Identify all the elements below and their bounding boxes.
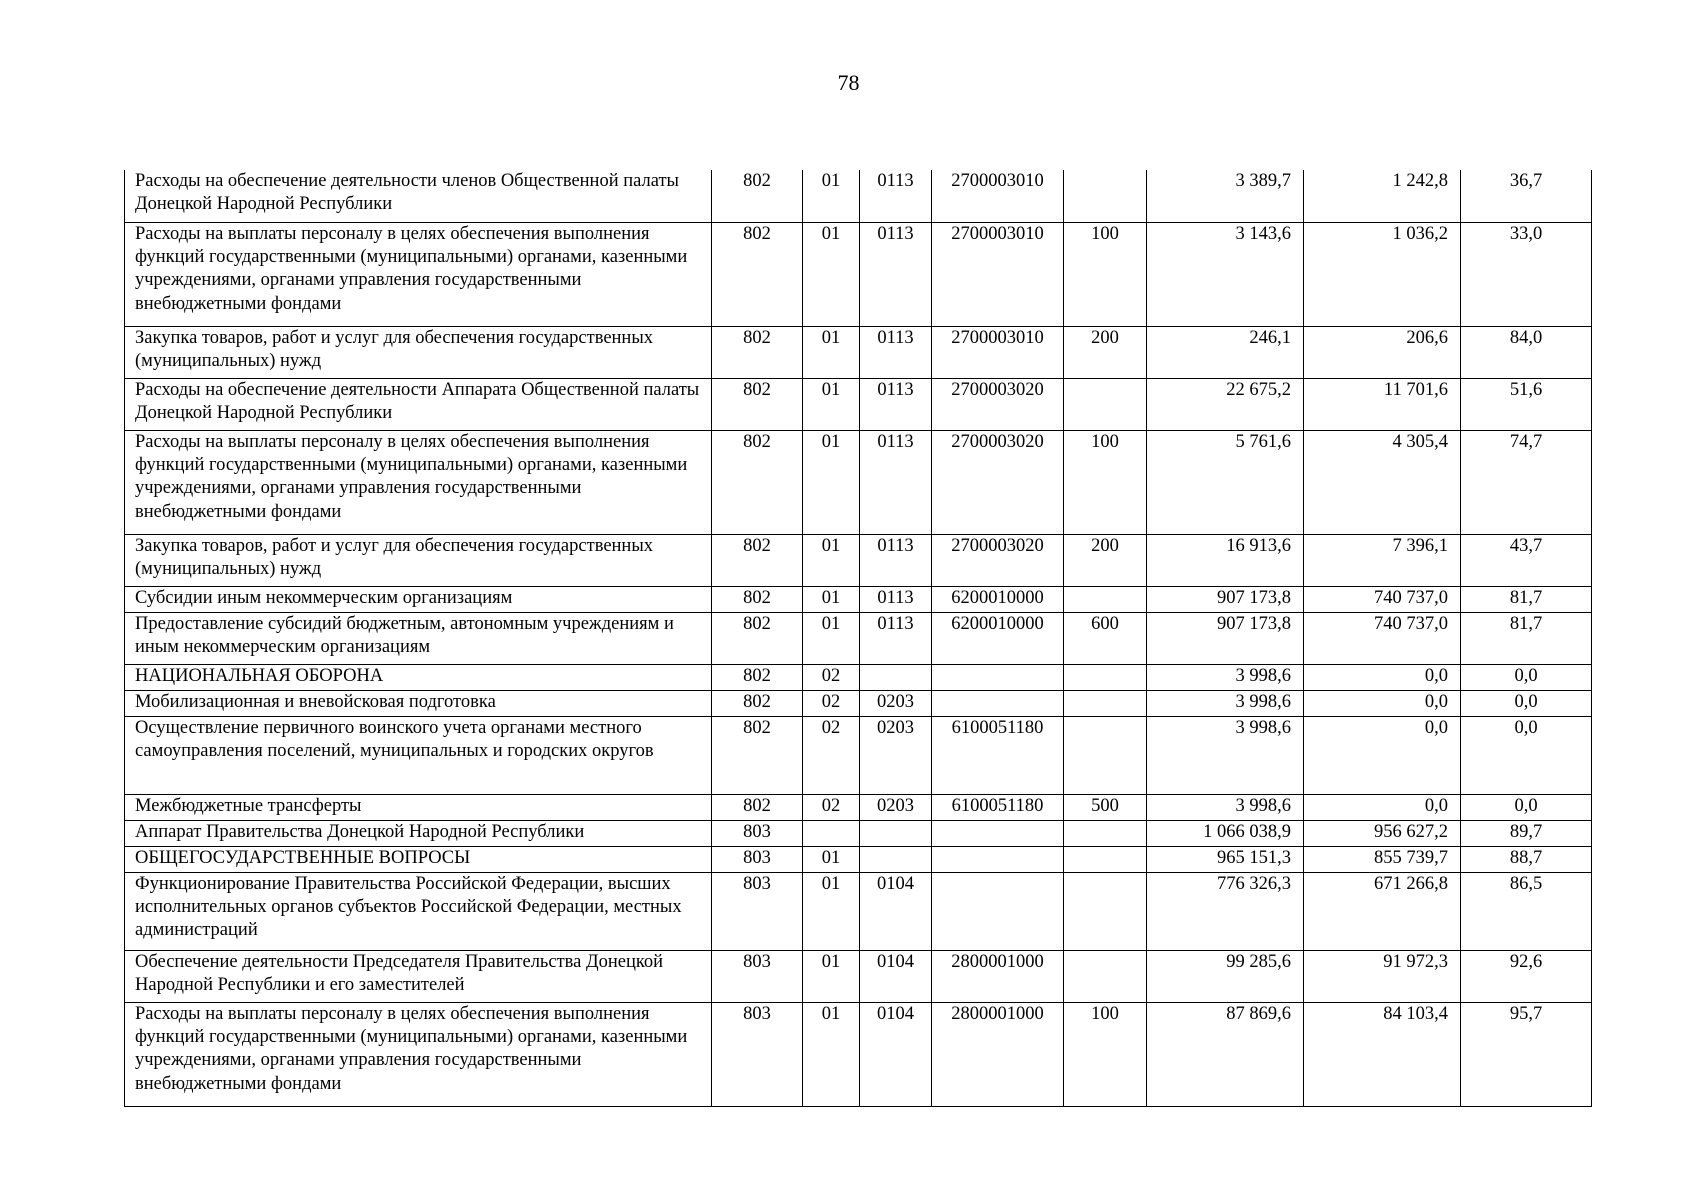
row-csr: 2700003020 bbox=[932, 378, 1064, 430]
row-vr bbox=[1064, 820, 1147, 846]
row-pr: 0113 bbox=[860, 430, 932, 534]
row-rz: 02 bbox=[803, 794, 860, 820]
row-pr: 0203 bbox=[860, 716, 932, 794]
row-plan: 907 173,8 bbox=[1147, 612, 1304, 664]
row-pr: 0104 bbox=[860, 1002, 932, 1106]
row-name: Функционирование Правительства Российской Федерации, высших исполнительных органов субъектов Российской Федерации, местных администраций bbox=[125, 872, 712, 950]
row-percent: 0,0 bbox=[1461, 664, 1592, 690]
row-plan: 22 675,2 bbox=[1147, 378, 1304, 430]
row-fact: 4 305,4 bbox=[1304, 430, 1461, 534]
row-pr: 0113 bbox=[860, 326, 932, 378]
row-csr bbox=[932, 664, 1064, 690]
row-percent: 51,6 bbox=[1461, 378, 1592, 430]
table-row bbox=[125, 716, 1592, 794]
row-ved: 802 bbox=[712, 664, 803, 690]
row-percent: 33,0 bbox=[1461, 222, 1592, 326]
row-plan: 776 326,3 bbox=[1147, 872, 1304, 950]
row-ved: 802 bbox=[712, 534, 803, 586]
row-rz: 01 bbox=[803, 950, 860, 1002]
row-percent: 92,6 bbox=[1461, 950, 1592, 1002]
row-percent: 88,7 bbox=[1461, 846, 1592, 872]
row-fact: 1 242,8 bbox=[1304, 170, 1461, 222]
row-rz: 02 bbox=[803, 664, 860, 690]
row-name: Аппарат Правительства Донецкой Народной Республики bbox=[125, 820, 712, 846]
table-row bbox=[125, 534, 1592, 586]
row-percent: 81,7 bbox=[1461, 612, 1592, 664]
page-number: 78 bbox=[837, 70, 860, 95]
row-csr: 2700003020 bbox=[932, 430, 1064, 534]
row-plan: 99 285,6 bbox=[1147, 950, 1304, 1002]
row-rz: 01 bbox=[803, 430, 860, 534]
row-pr: 0203 bbox=[860, 690, 932, 716]
row-percent: 74,7 bbox=[1461, 430, 1592, 534]
row-ved: 802 bbox=[712, 586, 803, 612]
row-plan: 16 913,6 bbox=[1147, 534, 1304, 586]
budget-table bbox=[124, 170, 1592, 1107]
table-row bbox=[125, 1002, 1592, 1106]
table-row bbox=[125, 820, 1592, 846]
row-plan: 87 869,6 bbox=[1147, 1002, 1304, 1106]
table-row bbox=[125, 222, 1592, 326]
row-ved: 803 bbox=[712, 872, 803, 950]
row-rz: 01 bbox=[803, 222, 860, 326]
row-fact: 7 396,1 bbox=[1304, 534, 1461, 586]
row-name: ОБЩЕГОСУДАРСТВЕННЫЕ ВОПРОСЫ bbox=[125, 846, 712, 872]
row-pr: 0113 bbox=[860, 534, 932, 586]
row-pr: 0104 bbox=[860, 950, 932, 1002]
row-vr: 200 bbox=[1064, 326, 1147, 378]
row-percent: 95,7 bbox=[1461, 1002, 1592, 1106]
row-fact: 740 737,0 bbox=[1304, 612, 1461, 664]
row-rz: 01 bbox=[803, 846, 860, 872]
row-percent: 43,7 bbox=[1461, 534, 1592, 586]
row-csr: 6200010000 bbox=[932, 586, 1064, 612]
row-rz: 02 bbox=[803, 716, 860, 794]
row-plan: 3 389,7 bbox=[1147, 170, 1304, 222]
row-plan: 3 998,6 bbox=[1147, 690, 1304, 716]
row-percent: 86,5 bbox=[1461, 872, 1592, 950]
row-vr bbox=[1064, 690, 1147, 716]
row-plan: 3 143,6 bbox=[1147, 222, 1304, 326]
row-name: Закупка товаров, работ и услуг для обеспечения государственных (муниципальных) нужд bbox=[125, 534, 712, 586]
row-fact: 0,0 bbox=[1304, 716, 1461, 794]
row-vr bbox=[1064, 950, 1147, 1002]
row-plan: 907 173,8 bbox=[1147, 586, 1304, 612]
row-vr bbox=[1064, 170, 1147, 222]
row-plan: 5 761,6 bbox=[1147, 430, 1304, 534]
row-rz: 01 bbox=[803, 378, 860, 430]
row-csr bbox=[932, 690, 1064, 716]
table-row bbox=[125, 872, 1592, 950]
row-percent: 36,7 bbox=[1461, 170, 1592, 222]
row-vr bbox=[1064, 378, 1147, 430]
row-ved: 803 bbox=[712, 950, 803, 1002]
table-row bbox=[125, 170, 1592, 222]
row-ved: 802 bbox=[712, 170, 803, 222]
row-csr: 2800001000 bbox=[932, 1002, 1064, 1106]
row-name: Закупка товаров, работ и услуг для обеспечения государственных (муниципальных) нужд bbox=[125, 326, 712, 378]
row-ved: 802 bbox=[712, 690, 803, 716]
row-name: НАЦИОНАЛЬНАЯ ОБОРОНА bbox=[125, 664, 712, 690]
row-percent: 0,0 bbox=[1461, 690, 1592, 716]
table-row bbox=[125, 612, 1592, 664]
row-vr: 600 bbox=[1064, 612, 1147, 664]
row-pr: 0203 bbox=[860, 794, 932, 820]
row-ved: 802 bbox=[712, 222, 803, 326]
table-row bbox=[125, 950, 1592, 1002]
row-name: Мобилизационная и вневойсковая подготовка bbox=[125, 690, 712, 716]
row-name: Расходы на обеспечение деятельности членов Общественной палаты Донецкой Народной Республики bbox=[125, 170, 712, 222]
row-ved: 803 bbox=[712, 820, 803, 846]
row-name: Осуществление первичного воинского учета органами местного самоуправления поселений, муниципальных и городских округов bbox=[125, 716, 712, 794]
row-pr: 0113 bbox=[860, 586, 932, 612]
row-percent: 81,7 bbox=[1461, 586, 1592, 612]
row-pr: 0113 bbox=[860, 170, 932, 222]
row-ved: 802 bbox=[712, 326, 803, 378]
row-vr: 100 bbox=[1064, 1002, 1147, 1106]
row-fact: 11 701,6 bbox=[1304, 378, 1461, 430]
row-vr: 100 bbox=[1064, 222, 1147, 326]
row-csr bbox=[932, 820, 1064, 846]
row-fact: 671 266,8 bbox=[1304, 872, 1461, 950]
row-ved: 803 bbox=[712, 846, 803, 872]
row-fact: 740 737,0 bbox=[1304, 586, 1461, 612]
row-pr: 0113 bbox=[860, 378, 932, 430]
row-ved: 802 bbox=[712, 612, 803, 664]
row-name: Предоставление субсидий бюджетным, автономным учреждениям и иным некоммерческим организациям bbox=[125, 612, 712, 664]
row-csr: 2800001000 bbox=[932, 950, 1064, 1002]
row-plan: 246,1 bbox=[1147, 326, 1304, 378]
row-csr: 6100051180 bbox=[932, 716, 1064, 794]
row-pr bbox=[860, 846, 932, 872]
row-name: Межбюджетные трансферты bbox=[125, 794, 712, 820]
row-plan: 1 066 038,9 bbox=[1147, 820, 1304, 846]
row-fact: 0,0 bbox=[1304, 794, 1461, 820]
row-rz: 01 bbox=[803, 612, 860, 664]
row-pr bbox=[860, 820, 932, 846]
row-csr: 6200010000 bbox=[932, 612, 1064, 664]
row-pr: 0113 bbox=[860, 222, 932, 326]
row-csr bbox=[932, 872, 1064, 950]
row-plan: 3 998,6 bbox=[1147, 716, 1304, 794]
row-name: Расходы на выплаты персоналу в целях обеспечения выполнения функций государственными (муниципальными) органами, казенными учреждениями, органами управления государственными внебюджетными фондами bbox=[125, 222, 712, 326]
row-csr bbox=[932, 846, 1064, 872]
table-row bbox=[125, 664, 1592, 690]
row-vr bbox=[1064, 846, 1147, 872]
row-csr: 2700003010 bbox=[932, 326, 1064, 378]
row-vr: 200 bbox=[1064, 534, 1147, 586]
row-rz: 01 bbox=[803, 1002, 860, 1106]
row-pr bbox=[860, 664, 932, 690]
row-fact: 956 627,2 bbox=[1304, 820, 1461, 846]
row-vr bbox=[1064, 716, 1147, 794]
row-vr: 500 bbox=[1064, 794, 1147, 820]
row-plan: 3 998,6 bbox=[1147, 794, 1304, 820]
row-fact: 206,6 bbox=[1304, 326, 1461, 378]
table-row bbox=[125, 846, 1592, 872]
row-percent: 89,7 bbox=[1461, 820, 1592, 846]
row-rz: 01 bbox=[803, 170, 860, 222]
row-percent: 0,0 bbox=[1461, 716, 1592, 794]
row-fact: 84 103,4 bbox=[1304, 1002, 1461, 1106]
table-row bbox=[125, 430, 1592, 534]
row-percent: 84,0 bbox=[1461, 326, 1592, 378]
row-csr: 2700003010 bbox=[932, 222, 1064, 326]
row-vr bbox=[1064, 586, 1147, 612]
row-vr: 100 bbox=[1064, 430, 1147, 534]
row-fact: 1 036,2 bbox=[1304, 222, 1461, 326]
row-ved: 802 bbox=[712, 430, 803, 534]
row-pr: 0113 bbox=[860, 612, 932, 664]
row-fact: 0,0 bbox=[1304, 690, 1461, 716]
table-row bbox=[125, 378, 1592, 430]
row-rz bbox=[803, 820, 860, 846]
table-row bbox=[125, 794, 1592, 820]
row-vr bbox=[1064, 664, 1147, 690]
row-fact: 855 739,7 bbox=[1304, 846, 1461, 872]
table-row bbox=[125, 690, 1592, 716]
row-ved: 803 bbox=[712, 1002, 803, 1106]
row-rz: 01 bbox=[803, 586, 860, 612]
row-name: Расходы на обеспечение деятельности Аппарата Общественной палаты Донецкой Народной Республики bbox=[125, 378, 712, 430]
row-ved: 802 bbox=[712, 716, 803, 794]
row-csr: 2700003010 bbox=[932, 170, 1064, 222]
row-rz: 01 bbox=[803, 326, 860, 378]
row-name: Расходы на выплаты персоналу в целях обеспечения выполнения функций государственными (муниципальными) органами, казенными учреждениями, органами управления государственными внебюджетными фондами bbox=[125, 1002, 712, 1106]
row-pr: 0104 bbox=[860, 872, 932, 950]
row-csr: 6100051180 bbox=[932, 794, 1064, 820]
row-plan: 965 151,3 bbox=[1147, 846, 1304, 872]
row-csr: 2700003020 bbox=[932, 534, 1064, 586]
row-ved: 802 bbox=[712, 378, 803, 430]
row-name: Субсидии иным некоммерческим организациям bbox=[125, 586, 712, 612]
row-fact: 0,0 bbox=[1304, 664, 1461, 690]
row-fact: 91 972,3 bbox=[1304, 950, 1461, 1002]
table-row bbox=[125, 326, 1592, 378]
table-row bbox=[125, 586, 1592, 612]
row-ved: 802 bbox=[712, 794, 803, 820]
row-plan: 3 998,6 bbox=[1147, 664, 1304, 690]
row-vr bbox=[1064, 872, 1147, 950]
row-name: Обеспечение деятельности Председателя Правительства Донецкой Народной Республики и его заместителей bbox=[125, 950, 712, 1002]
row-rz: 01 bbox=[803, 872, 860, 950]
row-rz: 02 bbox=[803, 690, 860, 716]
row-name: Расходы на выплаты персоналу в целях обеспечения выполнения функций государственными (муниципальными) органами, казенными учреждениями, органами управления государственными внебюджетными фондами bbox=[125, 430, 712, 534]
row-rz: 01 bbox=[803, 534, 860, 586]
row-percent: 0,0 bbox=[1461, 794, 1592, 820]
